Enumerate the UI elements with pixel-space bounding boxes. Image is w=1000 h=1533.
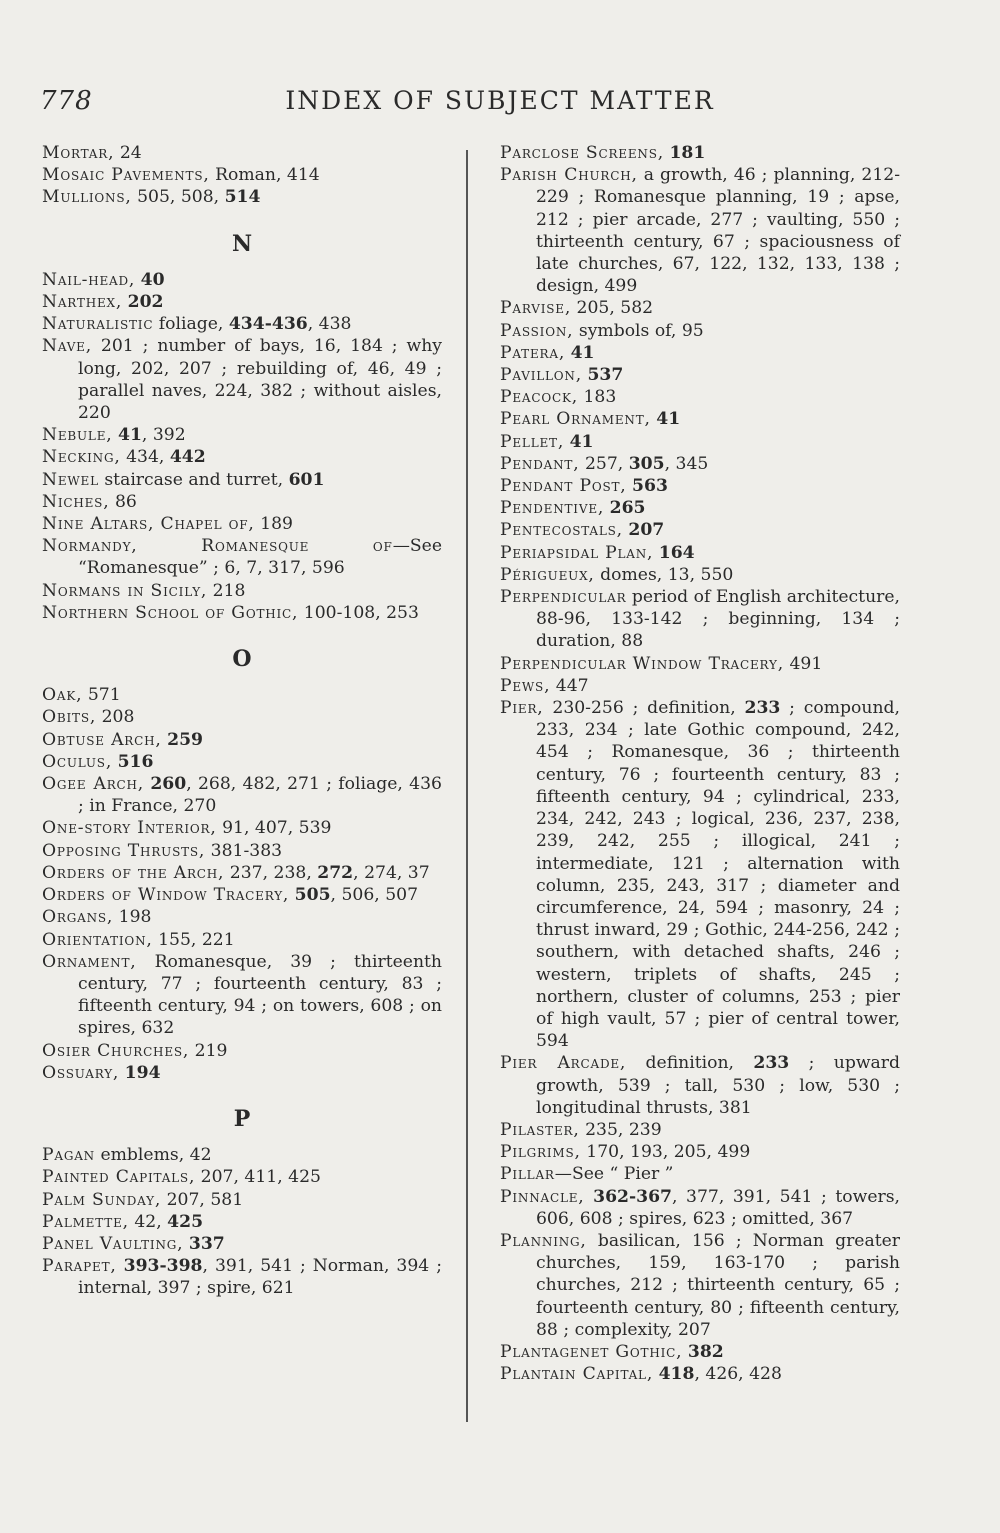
entry-references: 447 bbox=[550, 675, 589, 696]
entry-heading: Pilgrims, bbox=[500, 1142, 581, 1163]
index-entry bbox=[500, 1341, 900, 1363]
entry-references: basilican, 156 ; Norman greater churches, 159, 163-170 ; parish churches, 212 ; thirteenth century, 65 ; fourteenth century, 80 ; fifteenth century, 88 ; complexity, 207 bbox=[536, 1230, 900, 1340]
index-entry bbox=[42, 706, 442, 728]
entry-heading: Pews, bbox=[500, 675, 551, 696]
entry-references: 207, 411, 425 bbox=[195, 1167, 321, 1188]
entry-heading: Obits, bbox=[42, 707, 97, 728]
entry-references: 235, 239 bbox=[579, 1119, 662, 1140]
index-entry bbox=[42, 469, 442, 491]
index-entry bbox=[500, 408, 900, 430]
entry-references: 516 bbox=[117, 751, 154, 772]
index-entry bbox=[500, 453, 900, 475]
index-entry bbox=[500, 675, 900, 697]
entry-heading: Périgueux, bbox=[500, 564, 595, 585]
index-entry bbox=[42, 313, 442, 335]
index-entry bbox=[500, 1363, 900, 1385]
entry-references: 537 bbox=[587, 365, 624, 386]
entry-references: 24 bbox=[114, 143, 142, 163]
entry-references: 260, 268, 482, 271 ; foliage, 436 ; in France, 270 bbox=[78, 774, 442, 817]
index-entry bbox=[42, 684, 442, 706]
entry-heading: Plantagenet Gothic, bbox=[500, 1341, 683, 1362]
entry-references: 207 bbox=[628, 520, 665, 541]
index-entry bbox=[500, 586, 900, 653]
entry-heading: Nebule, bbox=[42, 425, 113, 446]
index-entry bbox=[42, 840, 442, 862]
index-entry bbox=[42, 1040, 442, 1062]
entry-heading: Orders of the Arch, bbox=[42, 862, 225, 883]
entry-heading: Pendentive, bbox=[500, 498, 605, 519]
entry-references: 257, 305, 345 bbox=[579, 453, 709, 474]
index-entry bbox=[500, 697, 900, 1052]
index-entry bbox=[500, 297, 900, 319]
entry-references: 86 bbox=[109, 491, 137, 512]
running-title: INDEX OF SUBJECT MATTER bbox=[285, 86, 715, 115]
index-entry bbox=[42, 862, 442, 884]
entry-heading: Ornament, bbox=[42, 951, 137, 972]
entry-references: 505, 508, 514 bbox=[131, 187, 261, 208]
index-entry bbox=[42, 1189, 442, 1211]
entry-references: 194 bbox=[124, 1062, 161, 1083]
entry-heading: Pillar bbox=[500, 1164, 555, 1185]
entry-references: 202 bbox=[127, 292, 164, 313]
index-entry bbox=[42, 513, 442, 535]
entry-references: a growth, 46 ; planning, 212-229 ; Romanesque planning, 19 ; apse, 212 ; pier arcade, 277 ; vaulting, 550 ; thirteenth century, 67 ; spaciousness of late churches, 67, 122, 132, 133, 138 ; design, 499 bbox=[536, 165, 900, 297]
entry-references: 219 bbox=[189, 1040, 228, 1061]
entry-heading: Naturalistic bbox=[42, 314, 154, 335]
entry-heading: Niches, bbox=[42, 491, 110, 512]
entry-references: 393-398, 391, 541 ; Norman, 394 ; internal, 397 ; spire, 621 bbox=[78, 1256, 442, 1299]
index-entry bbox=[42, 1233, 442, 1255]
index-entry bbox=[42, 335, 442, 424]
section-letter: O bbox=[232, 646, 252, 673]
index-entry bbox=[42, 446, 442, 468]
entry-references: 265 bbox=[609, 498, 646, 519]
index-entry bbox=[42, 602, 442, 624]
entry-heading: Osier Churches, bbox=[42, 1040, 190, 1061]
index-entry bbox=[500, 1141, 900, 1163]
entry-heading: Panel Vaulting, bbox=[42, 1233, 184, 1254]
entry-references: 40 bbox=[140, 269, 165, 290]
index-entry bbox=[500, 497, 900, 519]
index-entry bbox=[42, 1144, 442, 1166]
entry-heading: Planning, bbox=[500, 1230, 587, 1251]
entry-heading: Organs, bbox=[42, 907, 114, 928]
entry-references: 434, 442 bbox=[120, 447, 206, 468]
index-entry bbox=[42, 751, 442, 773]
entry-references: definition, 233 ; upward growth, 539 ; tall, 530 ; low, 530 ; longitudinal thrusts, 381 bbox=[536, 1053, 900, 1118]
entry-heading: Peacock, bbox=[500, 387, 579, 408]
entry-heading: Pendant Post, bbox=[500, 476, 627, 497]
index-entry bbox=[42, 186, 442, 208]
entry-heading: Pagan bbox=[42, 1145, 95, 1166]
entry-heading: Necking, bbox=[42, 447, 121, 468]
index-entry bbox=[42, 142, 442, 164]
index-entry bbox=[500, 1230, 900, 1341]
section-letter: P bbox=[233, 1105, 251, 1132]
entry-references: 208 bbox=[96, 707, 135, 728]
index-entry bbox=[42, 1211, 442, 1233]
entry-references: 218 bbox=[207, 580, 246, 601]
index-entry bbox=[500, 653, 900, 675]
index-entry bbox=[500, 342, 900, 364]
page-number: 778 bbox=[40, 86, 93, 116]
index-entry bbox=[500, 1186, 900, 1230]
index-entry bbox=[42, 929, 442, 951]
index-entry bbox=[42, 269, 442, 291]
entry-heading: Nave, bbox=[42, 336, 92, 357]
entry-references: 418, 426, 428 bbox=[658, 1364, 782, 1385]
entry-references: period of English architecture, 88-96, 133-142 ; beginning, 134 ; duration, 88 bbox=[536, 587, 900, 652]
entry-heading: One-story Interior, bbox=[42, 818, 217, 839]
index-entry bbox=[500, 364, 900, 386]
index-entry bbox=[42, 491, 442, 513]
index-entry bbox=[500, 142, 900, 164]
index-entry bbox=[42, 291, 442, 313]
index-entry bbox=[42, 164, 442, 186]
entry-heading: Parvise, bbox=[500, 298, 572, 319]
entry-heading: Perpendicular Window Tracery, bbox=[500, 653, 785, 674]
entry-heading: Perpendicular bbox=[500, 587, 627, 608]
entry-references: emblems, 42 bbox=[94, 1145, 212, 1166]
index-entry bbox=[42, 580, 442, 602]
entry-heading: Normandy, Romanesque of bbox=[42, 536, 393, 557]
index-entry bbox=[42, 773, 442, 817]
entry-references: 505, 506, 507 bbox=[294, 885, 419, 906]
entry-heading: Pentecostals, bbox=[500, 520, 623, 541]
page-header bbox=[40, 86, 960, 126]
entry-references: 381-383 bbox=[205, 840, 283, 861]
index-entry bbox=[42, 884, 442, 906]
entry-references: 491 bbox=[784, 653, 823, 674]
entry-heading: Passion, bbox=[500, 320, 574, 341]
entry-heading: Pavillon, bbox=[500, 365, 582, 386]
entry-heading: Periapsidal Plan, bbox=[500, 542, 654, 563]
entry-heading: Palmette, bbox=[42, 1211, 129, 1232]
entry-heading: Oculus, bbox=[42, 751, 113, 772]
entry-references: 183 bbox=[578, 387, 617, 408]
index-entry bbox=[42, 1255, 442, 1299]
entry-references: 189 bbox=[254, 514, 293, 535]
entry-heading: Pearl Ornament, bbox=[500, 409, 651, 430]
entry-references: foliage, 434-436, 438 bbox=[153, 314, 352, 335]
column-divider bbox=[466, 150, 468, 1422]
entry-references: 41, 392 bbox=[118, 425, 186, 446]
index-entry bbox=[42, 817, 442, 839]
entry-heading: Mullions, bbox=[42, 187, 132, 208]
index-entry bbox=[500, 1119, 900, 1141]
entry-references: 41 bbox=[570, 342, 595, 363]
entry-references: 337 bbox=[188, 1233, 225, 1254]
entry-heading: Opposing Thrusts, bbox=[42, 840, 206, 861]
entry-references: 237, 238, 272, 274, 37 bbox=[224, 862, 430, 883]
entry-references: staircase and turret, 601 bbox=[98, 469, 325, 490]
entry-heading: Pinnacle, bbox=[500, 1186, 585, 1207]
entry-references: domes, 13, 550 bbox=[594, 564, 734, 585]
entry-references: 181 bbox=[669, 143, 706, 163]
entry-references: Roman, 414 bbox=[209, 165, 320, 186]
entry-references: 259 bbox=[167, 729, 203, 750]
entry-heading: Nail-head, bbox=[42, 269, 136, 290]
entry-heading: Mosaic Pavements, bbox=[42, 165, 210, 186]
index-entry bbox=[42, 424, 442, 446]
index-entry bbox=[500, 320, 900, 342]
index-entry bbox=[500, 164, 900, 297]
entry-references: 164 bbox=[658, 542, 695, 563]
entry-heading: Narthex, bbox=[42, 292, 123, 313]
entry-heading: Nine Altars, Chapel of, bbox=[42, 514, 255, 535]
entry-heading: Pilaster, bbox=[500, 1119, 580, 1140]
entry-references: symbols of, 95 bbox=[573, 320, 704, 341]
entry-heading: Palm Sunday, bbox=[42, 1189, 162, 1210]
entry-heading: Painted Capitals, bbox=[42, 1167, 196, 1188]
index-entry bbox=[42, 951, 442, 1040]
entry-references: —See “Romanesque” ; 6, 7, 317, 596 bbox=[78, 536, 442, 579]
entry-references: 41 bbox=[569, 431, 594, 452]
entry-references: 155, 221 bbox=[152, 929, 235, 950]
index-entry bbox=[42, 729, 442, 751]
entry-heading: Ogee Arch, bbox=[42, 774, 145, 795]
entry-heading: Obtuse Arch, bbox=[42, 729, 162, 750]
entry-heading: Orders of Window Tracery, bbox=[42, 885, 290, 906]
index-entry bbox=[500, 564, 900, 586]
index-entry bbox=[500, 519, 900, 541]
index-entry bbox=[500, 542, 900, 564]
entry-references: 230-256 ; definition, 233 ; compound, 233, 234 ; late Gothic compound, 242, 454 ; Romanesque, 36 ; thirteenth century, 76 ; fourteenth century, 83 ; fifteenth century, 94 ; cylindrical, 233, 234, 242, 243 ; logical, 236, 237, 238, 239, 242, 255 ; illogical, 241 ; intermediate, 121 ; alternation with column, 235, 243, 317 ; diameter and circumference, 24, 594 ; masonry, 24 ; thrust inward, 29 ; Gothic, 244-256, 242 ; southern, with detached shafts, 246 ; western, triplets of shafts, 245 ; northern, cluster of columns, 253 ; pier of high vault, 57 ; pier of central tower, 594 bbox=[536, 698, 900, 1052]
entry-references: 170, 193, 205, 499 bbox=[580, 1142, 751, 1163]
index-entry bbox=[500, 431, 900, 453]
entry-references: 205, 582 bbox=[571, 298, 654, 319]
index-entry bbox=[500, 1163, 900, 1185]
entry-heading: Newel bbox=[42, 469, 99, 490]
entry-heading: Pellet, bbox=[500, 431, 565, 452]
index-entry bbox=[500, 386, 900, 408]
entry-heading: Normans in Sicily, bbox=[42, 580, 208, 601]
entry-heading: Pier, bbox=[500, 698, 544, 719]
entry-references: 382 bbox=[687, 1341, 724, 1362]
entry-heading: Plantain Capital, bbox=[500, 1364, 654, 1385]
entry-references: 362-367, 377, 391, 541 ; towers, 606, 608 ; spires, 623 ; omitted, 367 bbox=[536, 1186, 900, 1229]
entry-heading: Northern School of Gothic, bbox=[42, 602, 299, 623]
entry-heading: Ossuary, bbox=[42, 1062, 120, 1083]
entry-references: 41 bbox=[656, 409, 681, 430]
section-letter: N bbox=[231, 230, 253, 257]
left-column bbox=[42, 142, 442, 1300]
entry-heading: Parapet, bbox=[42, 1256, 117, 1277]
right-column bbox=[500, 142, 900, 1385]
index-entry bbox=[42, 1062, 442, 1084]
entry-heading: Parish Church, bbox=[500, 165, 638, 186]
index-entry bbox=[42, 535, 442, 579]
entry-heading: Mortar, bbox=[42, 143, 115, 163]
entry-heading: Pendant, bbox=[500, 453, 580, 474]
entry-heading: Pier Arcade, bbox=[500, 1053, 627, 1074]
entry-references: Romanesque, 39 ; thirteenth century, 77 ; fourteenth century, 83 ; fifteenth century, 94 ; on towers, 608 ; on spires, 632 bbox=[78, 951, 442, 1039]
index-entry bbox=[42, 906, 442, 928]
entry-references: 91, 407, 539 bbox=[216, 818, 332, 839]
index-entry bbox=[42, 1166, 442, 1188]
entry-heading: Parclose Screens, bbox=[500, 143, 664, 163]
entry-references: 42, 425 bbox=[128, 1211, 204, 1232]
entry-heading: Patera, bbox=[500, 342, 566, 363]
entry-heading: Orientation, bbox=[42, 929, 153, 950]
entry-references: 563 bbox=[632, 476, 668, 497]
entry-references: 571 bbox=[82, 685, 121, 706]
entry-references: 207, 581 bbox=[161, 1189, 244, 1210]
entry-references: 100-108, 253 bbox=[298, 602, 419, 623]
index-entry bbox=[500, 1052, 900, 1119]
index-entry bbox=[500, 475, 900, 497]
entry-references: —See “ Pier ” bbox=[554, 1164, 674, 1185]
entry-references: 201 ; number of bays, 16, 184 ; why long, 202, 207 ; rebuilding of, 46, 49 ; parallel naves, 224, 382 ; without aisles, 220 bbox=[78, 336, 442, 424]
entry-heading: Oak, bbox=[42, 685, 83, 706]
entry-references: 198 bbox=[113, 907, 152, 928]
